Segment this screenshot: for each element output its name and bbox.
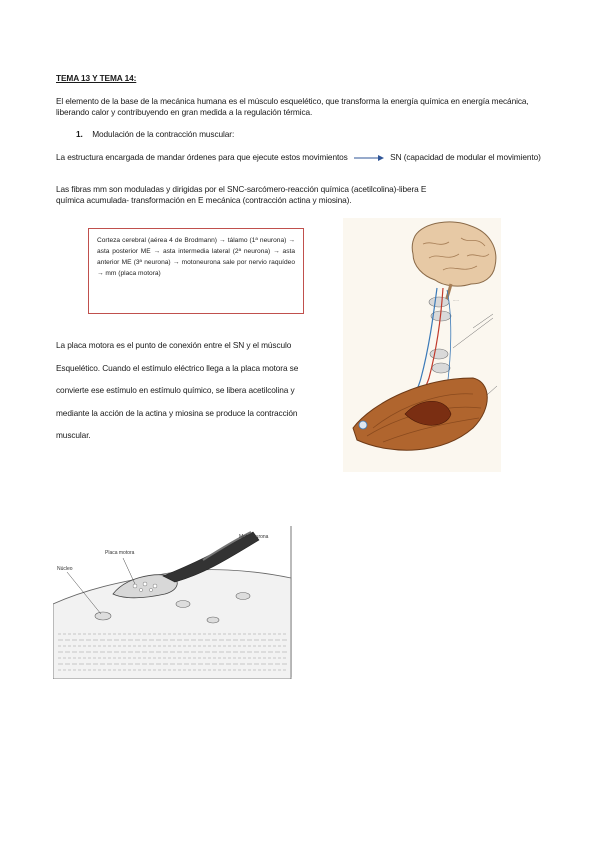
label-placa-motora: Placa motora <box>105 550 135 556</box>
right-arrow-icon <box>354 154 384 162</box>
structure-paragraph <box>56 152 551 163</box>
svg-text:·····: ····· <box>453 299 459 303</box>
pathway-box: Corteza cerebral (aérea 4 de Brodmann) → tálamo (1ª neurona) → asta posterior ME → asta intermedia lateral (2ª neurona) → asta anterior ME (3ª neurona) → motoneurona sale por nervio raquídeo → mm (placa motora) <box>88 228 304 314</box>
label-motoneurona: Motoneurona <box>239 534 269 540</box>
fibers-paragraph: Las fibras mm son moduladas y dirigidas por el SNC-sarcómero-reacción química (acetilcolina)-libera E química acumulada- transformación en E mecánica (contracción actina y miosina). <box>56 184 427 205</box>
section-heading-text: Modulación de la contracción muscular: <box>92 129 235 139</box>
label-nucleo: Núcleo <box>57 566 73 572</box>
motor-plate-diagram <box>53 524 293 679</box>
section-heading <box>76 129 234 140</box>
motor-plate-paragraph: La placa motora es el punto de conexión entre el SN y el músculo Esquelético. Cuando el estímulo eléctrico llega a la placa motora se convierte ese estímulo en estímulo químico, se libera acetilcolina y mediante la acción de la actina y miosina se produce la contracción muscular. <box>56 340 299 440</box>
page-title: TEMA 13 Y TEMA 14: <box>56 73 137 83</box>
intro-paragraph: El elemento de la base de la mecánica humana es el músculo esquelético, que transforma la energía química en energía mecánica, liberando calor y contribuyendo en gran medida a la regulación térmica. <box>56 96 529 117</box>
structure-result: SN (capacidad de modular el movimiento) <box>390 152 541 162</box>
neuromuscular-pathway-illustration <box>343 218 501 472</box>
section-number: 1. <box>76 129 83 139</box>
structure-text: La estructura encargada de mandar órdenes para que ejecute estos movimientos <box>56 152 348 162</box>
